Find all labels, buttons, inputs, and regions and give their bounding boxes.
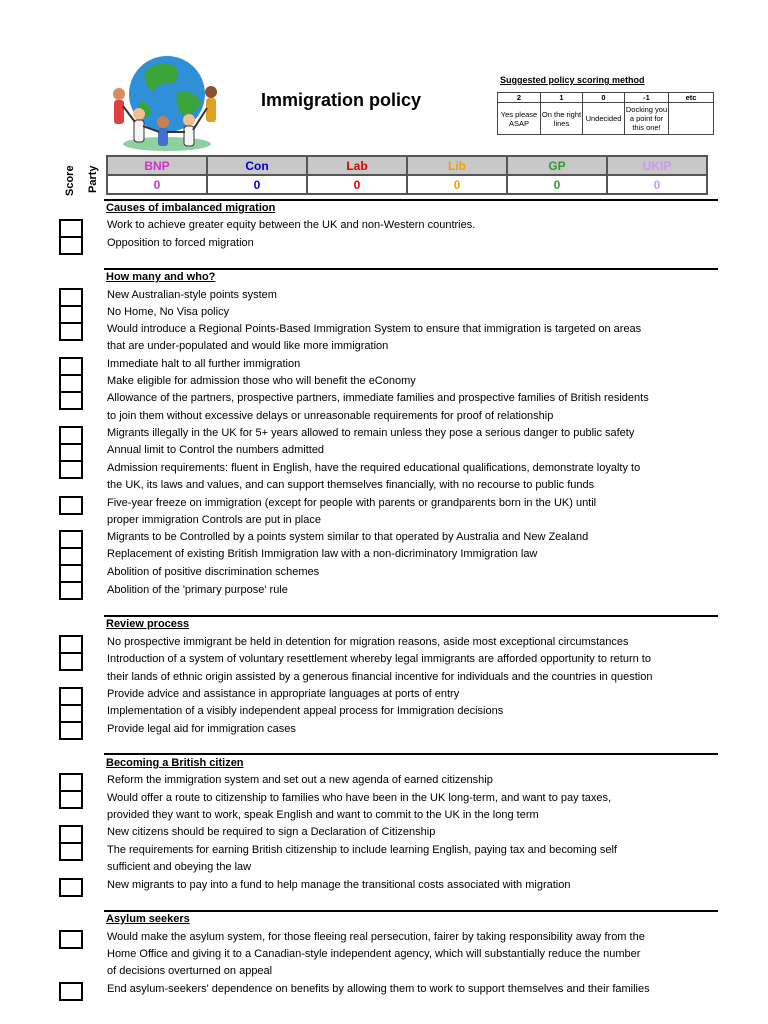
score-checkbox[interactable] xyxy=(61,549,81,566)
policy-line: Provide legal aid for immigration cases xyxy=(107,723,296,735)
score-value: etc xyxy=(669,93,714,103)
policy-line: New citizens should be required to sign a Declaration of Citizenship xyxy=(107,826,436,838)
policy-line: Allowance of the partners, prospective partners, immediate families and prospective families of British residents xyxy=(107,392,649,404)
scoring-method-table xyxy=(497,92,714,135)
section-divider xyxy=(104,199,718,201)
policy-line: New migrants to pay into a fund to help manage the transitional costs associated with migration xyxy=(107,879,571,891)
score-box-group xyxy=(59,982,83,1001)
policy-line: proper immigration Controls are put in place xyxy=(107,514,321,526)
policy-line: the UK, its laws and values, and can support themselves financially, with no recourse to public funds xyxy=(107,479,595,491)
party-score: 0 xyxy=(107,175,207,194)
section-heading: Asylum seekers xyxy=(106,913,190,925)
policy-line: Abolition of the 'primary purpose' rule xyxy=(107,584,288,596)
score-box-group xyxy=(59,288,83,341)
party-name: Lib xyxy=(407,156,507,175)
score-checkbox[interactable] xyxy=(61,221,81,238)
policy-line: End asylum-seekers' dependence on benefits by allowing them to work to support themselves and their families xyxy=(107,983,650,995)
policy-line: Home Office and giving it to a Canadian-style independent agency, which will substantially reduce the number xyxy=(107,948,641,960)
score-checkbox[interactable] xyxy=(61,566,81,583)
policy-line: Annual limit to Control the numbers admitted xyxy=(107,444,325,456)
policy-line: No Home, No Visa policy xyxy=(107,306,230,318)
score-checkbox[interactable] xyxy=(61,583,81,598)
score-checkbox[interactable] xyxy=(61,307,81,324)
score-checkbox[interactable] xyxy=(61,844,81,859)
party-name: UKIP xyxy=(607,156,707,175)
section-heading: Review process xyxy=(106,618,190,630)
score-checkbox[interactable] xyxy=(61,706,81,723)
score-box-group xyxy=(59,635,83,671)
policy-line: Admission requirements: fluent in English, have the required educational qualifications, demonstrate loyalty to xyxy=(107,462,641,474)
party-score: 0 xyxy=(207,175,307,194)
policy-line: New Australian-style points system xyxy=(107,289,277,301)
score-checkbox[interactable] xyxy=(61,689,81,706)
score-description: Yes please ASAP xyxy=(498,103,541,135)
policy-line: The requirements for earning British citizenship to include learning English, paying tax and becoming self xyxy=(107,844,617,856)
page-title: Immigration policy xyxy=(261,90,422,110)
policy-line: to join them without excessive delays or unreasonable requirements for proof of relationship xyxy=(107,410,554,422)
score-box-group xyxy=(59,530,83,600)
score-checkbox[interactable] xyxy=(61,984,81,999)
score-box-group xyxy=(59,219,83,255)
policy-line: Migrants to be Controlled by a points system similar to that operated by Australia and New Zealand xyxy=(107,531,589,543)
party-score: 0 xyxy=(407,175,507,194)
party-column-label: Party xyxy=(87,165,99,193)
score-box-group xyxy=(59,426,83,479)
section-heading: Causes of imbalanced migration xyxy=(106,202,276,214)
policy-line: provided they want to work, speak English and want to commit to the UK in the long term xyxy=(107,809,539,821)
score-checkbox[interactable] xyxy=(61,532,81,549)
policy-line: Migrants illegally in the UK for 5+ years allowed to remain unless they pose a serious danger to public safety xyxy=(107,427,635,439)
party-name: BNP xyxy=(107,156,207,175)
party-name: Lab xyxy=(307,156,407,175)
score-box-group xyxy=(59,357,83,410)
score-box-group xyxy=(59,496,83,515)
party-name: GP xyxy=(507,156,607,175)
score-description xyxy=(669,103,714,135)
policy-line: their lands of ethnic origin assisted by a generous financial incentive for individuals and the countries in question xyxy=(107,671,653,683)
score-checkbox[interactable] xyxy=(61,376,81,393)
score-checkbox[interactable] xyxy=(61,827,81,844)
score-box-group xyxy=(59,773,83,809)
section-divider xyxy=(104,753,718,755)
policy-line: No prospective immigrant be held in detention for migration reasons, aside most exceptional circumstances xyxy=(107,636,629,648)
policy-line: Reform the immigration system and set out a new agenda of earned citizenship xyxy=(107,774,493,786)
score-checkbox[interactable] xyxy=(61,880,81,895)
policy-line: Replacement of existing British Immigration law with a non-dicriminatory Immigration law xyxy=(107,548,538,560)
policy-line: Abolition of positive discrimination schemes xyxy=(107,566,320,578)
score-checkbox[interactable] xyxy=(61,393,81,408)
policy-line: Introduction of a system of voluntary resettlement whereby legal immigrants are afforded opportunity to return to xyxy=(107,653,651,665)
policy-line: Five-year freeze on immigration (except for people with parents or grandparents born in the UK) until xyxy=(107,497,597,509)
policy-line: Would introduce a Regional Points-Based Immigration System to ensure that immigration is targeted on areas xyxy=(107,323,642,335)
policy-line: Provide advice and assistance in appropriate languages at ports of entry xyxy=(107,688,460,700)
score-checkbox[interactable] xyxy=(61,654,81,669)
policy-line: that are under-populated and would like more immigration xyxy=(107,340,389,352)
scoring-method-title: Suggested policy scoring method xyxy=(500,75,645,85)
policy-line: Make eligible for admission those who will benefit the eConomy xyxy=(107,375,416,387)
policy-line: Implementation of a visibly independent appeal process for Immigration decisions xyxy=(107,705,504,717)
score-column-label: Score xyxy=(64,165,76,196)
section-divider xyxy=(104,910,718,912)
party-score: 0 xyxy=(607,175,707,194)
policy-line: Immediate halt to all further immigration xyxy=(107,358,301,370)
score-description: Undecided xyxy=(583,103,625,135)
score-checkbox[interactable] xyxy=(61,462,81,477)
score-box-group xyxy=(59,930,83,949)
score-checkbox[interactable] xyxy=(61,723,81,738)
section-divider xyxy=(104,268,718,270)
score-checkbox[interactable] xyxy=(61,290,81,307)
score-checkbox[interactable] xyxy=(61,324,81,339)
score-checkbox[interactable] xyxy=(61,637,81,654)
score-description: On the right lines xyxy=(541,103,583,135)
score-checkbox[interactable] xyxy=(61,775,81,792)
score-checkbox[interactable] xyxy=(61,445,81,462)
score-box-group xyxy=(59,878,83,897)
policy-line: Work to achieve greater equity between the UK and non-Western countries. xyxy=(107,219,476,231)
score-value: 0 xyxy=(583,93,625,103)
policy-line: sufficient and obeying the law xyxy=(107,861,252,873)
globe-people-clipart xyxy=(105,52,225,154)
policy-line: Opposition to forced migration xyxy=(107,237,254,249)
score-checkbox[interactable] xyxy=(61,359,81,376)
party-score-table xyxy=(106,155,708,195)
policy-line: Would make the asylum system, for those fleeing real persecution, fairer by taking responsibility away from the xyxy=(107,931,645,943)
section-divider xyxy=(104,615,718,617)
score-checkbox[interactable] xyxy=(61,498,81,513)
score-checkbox[interactable] xyxy=(61,238,81,253)
score-checkbox[interactable] xyxy=(61,792,81,807)
section-heading: Becoming a British citizen xyxy=(106,757,244,769)
score-value: -1 xyxy=(625,93,669,103)
score-box-group xyxy=(59,687,83,740)
party-name: Con xyxy=(207,156,307,175)
score-box-group xyxy=(59,825,83,861)
score-description: Docking you a point for this one! xyxy=(625,103,669,135)
score-value: 1 xyxy=(541,93,583,103)
party-score: 0 xyxy=(307,175,407,194)
policy-line: of decisions overturned on appeal xyxy=(107,965,273,977)
score-checkbox[interactable] xyxy=(61,932,81,947)
score-checkbox[interactable] xyxy=(61,428,81,445)
policy-line: Would offer a route to citizenship to families who have been in the UK long-term, and want to pay taxes, xyxy=(107,792,612,804)
score-value: 2 xyxy=(498,93,541,103)
section-heading: How many and who? xyxy=(106,271,216,283)
party-score: 0 xyxy=(507,175,607,194)
